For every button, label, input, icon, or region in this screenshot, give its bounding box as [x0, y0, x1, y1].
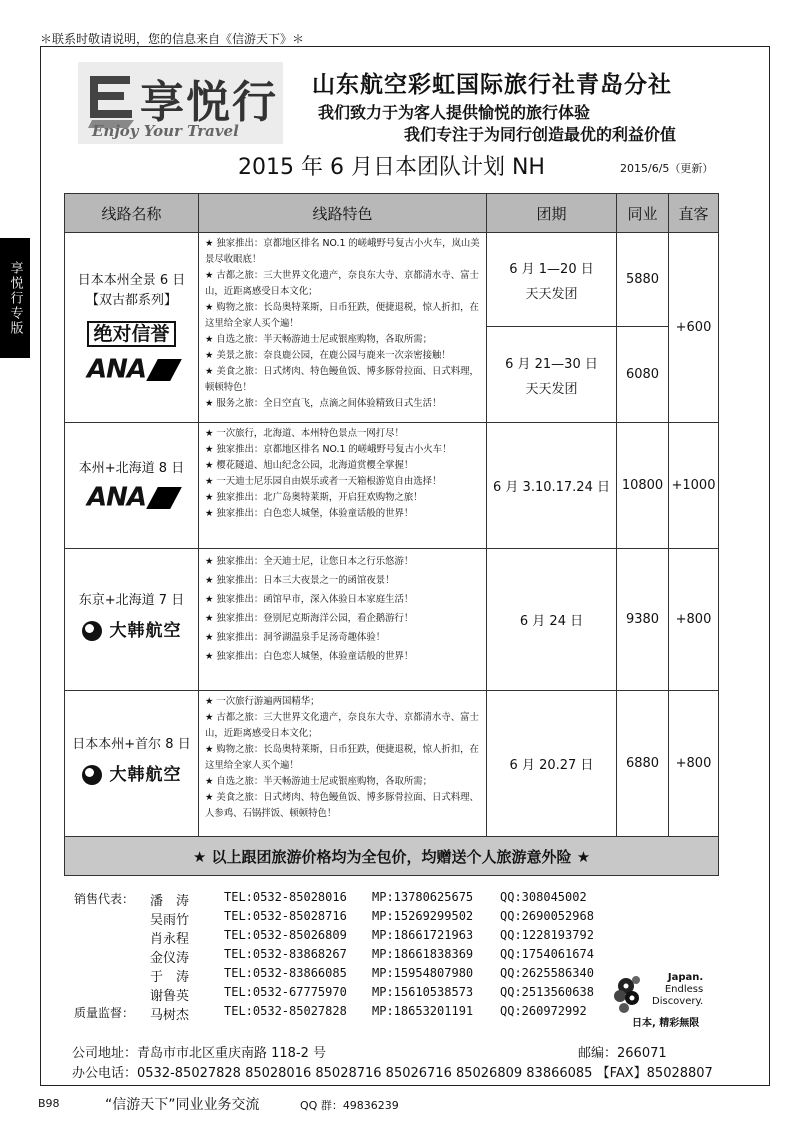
- trade-price: 9380: [617, 549, 669, 691]
- feature-item: ★ 一次旅行，北海道、本州特色景点一网打尽！: [205, 428, 404, 439]
- table-row: [65, 549, 719, 691]
- plan-title: 2015 年 6 月日本团队计划 NH: [238, 155, 545, 180]
- route-series: 【双古都系列】: [85, 292, 177, 308]
- table-header: [65, 194, 719, 233]
- feature-item: ★ 古都之旅：三大世界文化遗产，奈良东大寺、京都清水寺、富士山，近距离感受日本文化；: [205, 712, 479, 739]
- feature-item: ★ 独家推出：登别尼克斯海洋公园，看企鹅游行！: [205, 613, 414, 624]
- contact-name: 潘 涛: [150, 894, 190, 909]
- direct-price: +800: [669, 691, 719, 837]
- date-cell: [487, 233, 617, 327]
- contact-tel: TEL:0532-85027828: [224, 1004, 347, 1018]
- route-cell: [65, 233, 199, 423]
- company-name: 山东航空彩虹国际旅行社青岛分社: [312, 72, 672, 98]
- contact-mobile: MP:15269299502: [372, 909, 474, 923]
- footer-qq-group: QQ 群：49836239: [300, 1099, 399, 1112]
- route-name: 日本本州+首尔 8 日: [72, 737, 191, 752]
- trade-price: 5880: [617, 233, 669, 327]
- date-cell: [487, 327, 617, 423]
- contact-qq: QQ:2513560638: [500, 985, 594, 999]
- feature-item: ★ 独家推出：全天迪士尼，让您日本之行乐悠游！: [205, 556, 414, 567]
- feature-item: ★ 美景之旅：奈良鹿公园，在鹿公园与鹿来一次亲密接触！: [205, 350, 451, 361]
- header-route: 线路名称: [65, 194, 199, 233]
- feature-item: ★ 古都之旅：三大世界文化遗产，奈良东大寺、京都清水寺、富士山，近距离感受日本文化；: [205, 270, 479, 297]
- contact-name: 肖永程: [150, 932, 190, 947]
- feature-item: ★ 独家推出：京都地区排名 NO.1 的嵯峨野号复古小火车！: [205, 444, 452, 455]
- contact-tel: TEL:0532-83866085: [224, 966, 347, 980]
- feature-item: ★ 独家推出：函馆早市，深入体验日本家庭生活！: [205, 594, 414, 605]
- direct-price: +1000: [669, 423, 719, 549]
- contact-qq: QQ:1754061674: [500, 947, 594, 961]
- table-row: [65, 423, 719, 549]
- contact-name: 吴雨竹: [150, 913, 190, 928]
- japan-slogan-cn: 日本, 精彩無限: [632, 1018, 700, 1029]
- slogan-2: 我们专注于为同行创造最优的利益价值: [404, 125, 677, 144]
- features-cell: [199, 423, 487, 549]
- feature-item: ★ 独家推出：白色恋人城堡，体验童话般的世界！: [205, 508, 414, 519]
- feature-item: ★ 独家推出：白色恋人城堡，体验童话般的世界！: [205, 651, 414, 662]
- contact-name: 谢鲁英: [150, 989, 190, 1004]
- header-trade-price: 同业: [617, 194, 669, 233]
- trade-price: 6080: [617, 327, 669, 423]
- contact-mobile: MP:15610538573: [372, 985, 474, 999]
- feature-item: ★ 独家推出：京都地区排名 NO.1 的嵯峨野号复古小火车，岚山美景尽收眼底！: [205, 238, 480, 265]
- route-name: 日本本州全景 6 日: [77, 272, 186, 288]
- contact-tel: TEL:0532-67775970: [224, 985, 347, 999]
- feature-item: ★ 一次旅行游遍两国精华；: [205, 696, 320, 707]
- route-name: 本州+北海道 8 日: [78, 460, 185, 476]
- table-row: [65, 691, 719, 837]
- korean-air-logo-icon: 大韩航空: [82, 765, 182, 785]
- contact-mobile: MP:13780625675: [372, 890, 474, 904]
- feature-item: ★ 独家推出：洞爷湖温泉手足汤奇趣体验！: [205, 632, 386, 643]
- route-cell: [65, 691, 199, 837]
- contact-name: 马树杰: [150, 1008, 190, 1023]
- features-cell: [199, 233, 487, 423]
- feature-item: ★ 购物之旅：长岛奥特莱斯，日币狂跌，便捷退税，惊人折扣，在这里给全家人买个遍！: [205, 302, 479, 329]
- contact-mobile: MP:18661721963: [372, 928, 474, 942]
- contact-mobile: MP:18661838369: [372, 947, 474, 961]
- trade-price: 6880: [617, 691, 669, 837]
- logo-subtitle: Enjoy Your Travel: [92, 122, 239, 140]
- date-range: 6 月 21—30 日: [505, 356, 598, 372]
- contact-tel: TEL:0532-83868267: [224, 947, 347, 961]
- contact-qq: QQ:2690052968: [500, 909, 594, 923]
- contact-mobile: MP:18653201191: [372, 1004, 474, 1018]
- contact-qq: QQ:260972992: [500, 1004, 587, 1018]
- contact-role: 质量监督：: [74, 1006, 135, 1020]
- header-direct-price: 直客: [669, 194, 719, 233]
- ana-logo-icon: ANA: [87, 487, 176, 509]
- contact-qq: QQ:308045002: [500, 890, 587, 904]
- feature-item: ★ 一天迪士尼乐园自由娱乐或者一天箱根游览自由选择！: [205, 476, 442, 487]
- date-cell: 6 月 20.27 日: [487, 691, 617, 837]
- header-dates: 团期: [487, 194, 617, 233]
- postal-code: 邮编：266071: [578, 1046, 667, 1061]
- table-row: [65, 233, 719, 327]
- side-tab: 享悦行专版: [0, 238, 30, 358]
- contact-name: 于 涛: [150, 970, 190, 985]
- slogan-1: 我们致力于为客人提供愉悦的旅行体验: [318, 103, 591, 122]
- page-number: B98: [38, 1097, 60, 1110]
- contact-tel: TEL:0532-85026809: [224, 928, 347, 942]
- header-features: 线路特色: [199, 194, 487, 233]
- update-date: 2015/6/5（更新）: [620, 162, 714, 175]
- features-cell: [199, 691, 487, 837]
- direct-price: +600: [669, 233, 719, 423]
- features-cell: [199, 549, 487, 691]
- contact-mobile: MP:15954807980: [372, 966, 474, 980]
- contact-tel: TEL:0532-85028716: [224, 909, 347, 923]
- date-range: 6 月 1—20 日: [509, 261, 594, 277]
- route-cell: [65, 549, 199, 691]
- feature-item: ★ 独家推出：日本三大夜景之一的函馆夜景！: [205, 575, 395, 586]
- feature-item: ★ 服务之旅：全日空直飞，点滴之间体验精致日式生活！: [205, 398, 442, 409]
- trust-badge: 绝对信誉: [87, 321, 175, 347]
- route-cell: [65, 423, 199, 549]
- ana-logo-icon: ANA: [87, 359, 176, 381]
- company-address: 公司地址：青岛市市北区重庆南路 118-2 号: [72, 1046, 327, 1061]
- korean-air-logo-icon: 大韩航空: [82, 621, 182, 641]
- japan-slogan: Japan. Endless Discovery.: [652, 972, 704, 1007]
- feature-item: ★ 美食之旅：日式烤肉、特色鳗鱼饭、博多豚骨拉面、日式料理、人参鸡、石锅拌饭、顿顿特色！: [205, 792, 479, 819]
- price-note: ★ 以上跟团旅游价格均为全包价，均赠送个人旅游意外险 ★: [65, 837, 719, 876]
- feature-item: ★ 独家推出：北广岛奥特莱斯，开启狂欢购物之旅！: [205, 492, 423, 503]
- feature-item: ★ 美食之旅：日式烤肉、特色鳗鱼饭、博多豚骨拉面、日式料理，顿顿特色！: [205, 366, 479, 393]
- date-cell: 6 月 3.10.17.24 日: [487, 423, 617, 549]
- contact-qq: QQ:1228193792: [500, 928, 594, 942]
- date-cell: 6 月 24 日: [487, 549, 617, 691]
- logo-text: 享悦行: [140, 77, 278, 128]
- contact-tel: TEL:0532-85028016: [224, 890, 347, 904]
- feature-item: ★ 自选之旅：半天畅游迪士尼或银座购物，各取所需；: [205, 776, 433, 787]
- office-phones: 办公电话：0532-85027828 85028016 85028716 85026716 85026809 83866085 【FAX】85028807: [72, 1066, 713, 1081]
- footer-text: “信游天下”同业业务交流: [105, 1097, 260, 1113]
- feature-item: ★ 购物之旅：长岛奥特莱斯，日币狂跌，便捷退税，惊人折扣，在这里给全家人买个遍！: [205, 744, 479, 771]
- contact-name: 金仪涛: [150, 951, 190, 966]
- feature-item: ★ 自选之旅：半天畅游迪士尼或银座购物，各取所需；: [205, 334, 433, 345]
- direct-price: +800: [669, 549, 719, 691]
- date-frequency: 天天发团: [525, 286, 578, 302]
- contact-qq: QQ:2625586340: [500, 966, 594, 980]
- route-name: 东京+北海道 7 日: [78, 593, 185, 608]
- top-note: ＊联系时敬请说明，您的信息来自《信游天下》＊: [40, 32, 305, 46]
- itinerary-table: [64, 193, 719, 876]
- trade-price: 10800: [617, 423, 669, 549]
- contact-role: 销售代表：: [74, 892, 135, 906]
- feature-item: ★ 樱花隧道、旭山纪念公园，北海道赏樱全掌握！: [205, 460, 414, 471]
- date-frequency: 天天发团: [525, 381, 578, 397]
